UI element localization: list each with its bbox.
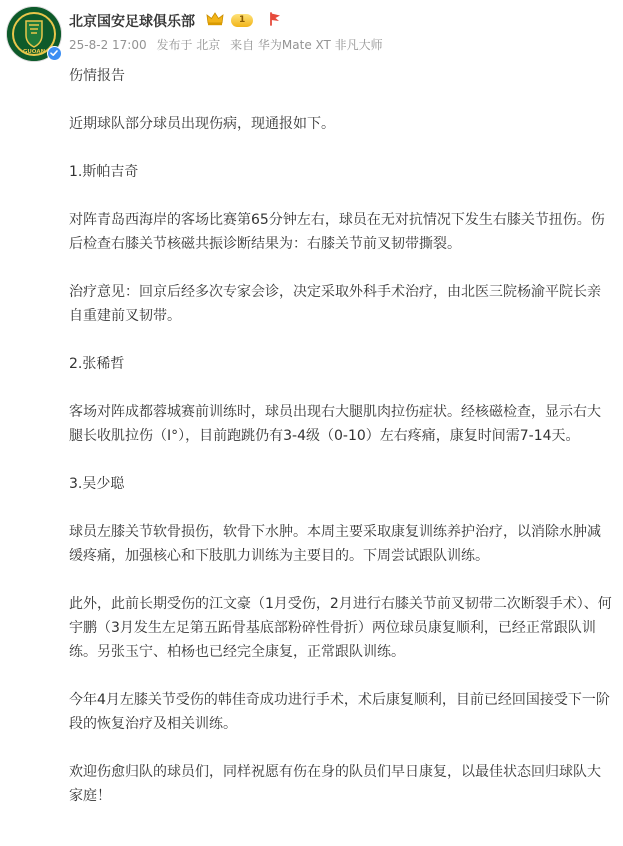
- section-heading: 2.张稀哲: [69, 356, 125, 372]
- section-heading: 1.斯帕吉奇: [69, 164, 139, 180]
- post-location: 发布于 北京: [156, 38, 221, 52]
- post-paragraph: 欢迎伤愈归队的球员们，同样祝愿有伤在身的队员们早日康复，以最佳状态回归球队大家庭！: [69, 764, 601, 804]
- post-paragraph: 此外，此前长期受伤的江文豪（1月受伤，2月进行右膝关节前叉韧带二次断裂手术）、何宇鹏（3月发生左足第五跖骨基底部粉碎性骨折）两位球员康复顺利，已经正常跟队训练。另张玉宁、柏杨也已经完全康复，正常跟队训练。: [69, 596, 612, 660]
- post-meta: [69, 36, 389, 53]
- fan-badge-icon[interactable]: [268, 11, 282, 30]
- verified-badge-icon: [47, 46, 62, 61]
- author-row: [69, 10, 282, 30]
- post-paragraph: 治疗意见：回京后经多次专家会诊，决定采取外科手术治疗，由北医三院杨渝平院长亲自重建前叉韧带。: [69, 284, 601, 324]
- post-paragraph: 客场对阵成都蓉城赛前训练时，球员出现右大腿肌肉拉伤症状。经核磁检查，显示右大腿长收肌拉伤（Ⅰ°），目前跑跳仍有3-4级（0-10）左右疼痛，康复时间需7-14天。: [69, 404, 601, 444]
- level-badge: 1: [231, 14, 253, 27]
- post-content: [69, 64, 614, 832]
- post-paragraph: 对阵青岛西海岸的客场比赛第65分钟左右，球员在无对抗情况下发生右膝关节扭伤。伤后检查右膝关节核磁共振诊断结果为：右膝关节前叉韧带撕裂。: [69, 212, 605, 252]
- avatar-text: GUOAN: [22, 49, 46, 55]
- post-paragraph: 球员左膝关节软骨损伤，软骨下水肿。本周主要采取康复训练养护治疗，以消除水肿减缓疼痛，加强核心和下肢肌力训练为主要目的。下周尝试跟队训练。: [69, 524, 601, 564]
- section-heading: 3.吴少聪: [69, 476, 125, 492]
- avatar[interactable]: [6, 6, 62, 62]
- crown-vip-icon[interactable]: [206, 11, 224, 30]
- post-time[interactable]: 25-8-2 17:00: [69, 38, 147, 52]
- post-header: [0, 0, 623, 60]
- post-title: 伤情报告: [69, 68, 125, 84]
- author-name[interactable]: 北京国安足球俱乐部: [69, 13, 195, 30]
- post-paragraph: 近期球队部分球员出现伤病，现通报如下。: [69, 116, 335, 132]
- post-paragraph: 今年4月左膝关节受伤的韩佳奇成功进行手术，术后康复顺利，目前已经回国接受下一阶段的恢复治疗及相关训练。: [69, 692, 610, 732]
- post-source: 来自 华为Mate XT 非凡大师: [230, 38, 383, 52]
